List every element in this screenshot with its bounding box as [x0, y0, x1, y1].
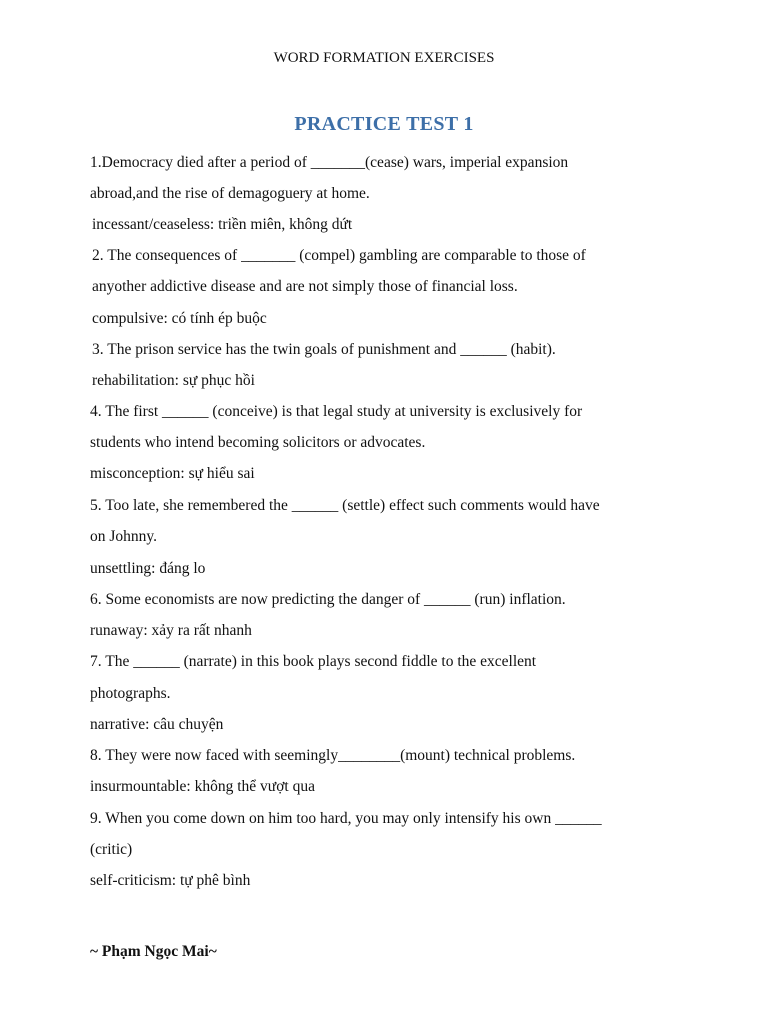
document-header: WORD FORMATION EXERCISES: [273, 50, 495, 66]
text-line: photographs.: [90, 685, 171, 702]
answer-line: self-criticism: tự phê bình: [90, 872, 251, 889]
page-title: PRACTICE TEST 1: [294, 113, 474, 135]
answer-line: compulsive: có tính ép buộc: [92, 310, 267, 327]
text-line: 2. The consequences of _______ (compel) gambling are comparable to those of: [92, 247, 586, 264]
answer-line: narrative: câu chuyện: [90, 716, 224, 733]
author-signature: ~ Phạm Ngọc Mai~: [90, 943, 217, 960]
text-line: abroad,and the rise of demagoguery at home.: [90, 185, 370, 202]
text-line: anyother addictive disease and are not simply those of financial loss.: [92, 278, 518, 295]
text-line: on Johnny.: [90, 528, 158, 545]
text-line: 1.Democracy died after a period of _______(cease) wars, imperial expansion: [90, 154, 569, 171]
text-line: 3. The prison service has the twin goals of punishment and ______ (habit).: [92, 341, 556, 358]
answer-line: insurmountable: không thể vượt qua: [90, 778, 315, 795]
text-line: 5. Too late, she remembered the ______ (settle) effect such comments would have: [90, 497, 600, 514]
answer-line: misconception: sự hiểu sai: [90, 465, 255, 482]
text-line: 8. They were now faced with seemingly________(mount) technical problems.: [90, 747, 576, 764]
answer-line: unsettling: đáng lo: [90, 560, 206, 577]
answer-line: runaway: xảy ra rất nhanh: [90, 622, 252, 639]
text-line: 6. Some economists are now predicting the danger of ______ (run) inflation.: [90, 591, 566, 608]
text-line: (critic): [90, 841, 133, 858]
text-line: students who intend becoming solicitors or advocates.: [90, 434, 426, 451]
answer-line: rehabilitation: sự phục hồi: [92, 372, 255, 389]
text-line: 9. When you come down on him too hard, you may only intensify his own ______: [90, 810, 602, 827]
text-line: 4. The first ______ (conceive) is that legal study at university is exclusively for: [90, 403, 583, 420]
answer-line: incessant/ceaseless: triền miên, không dứt: [92, 216, 353, 233]
text-line: 7. The ______ (narrate) in this book plays second fiddle to the excellent: [90, 653, 537, 670]
